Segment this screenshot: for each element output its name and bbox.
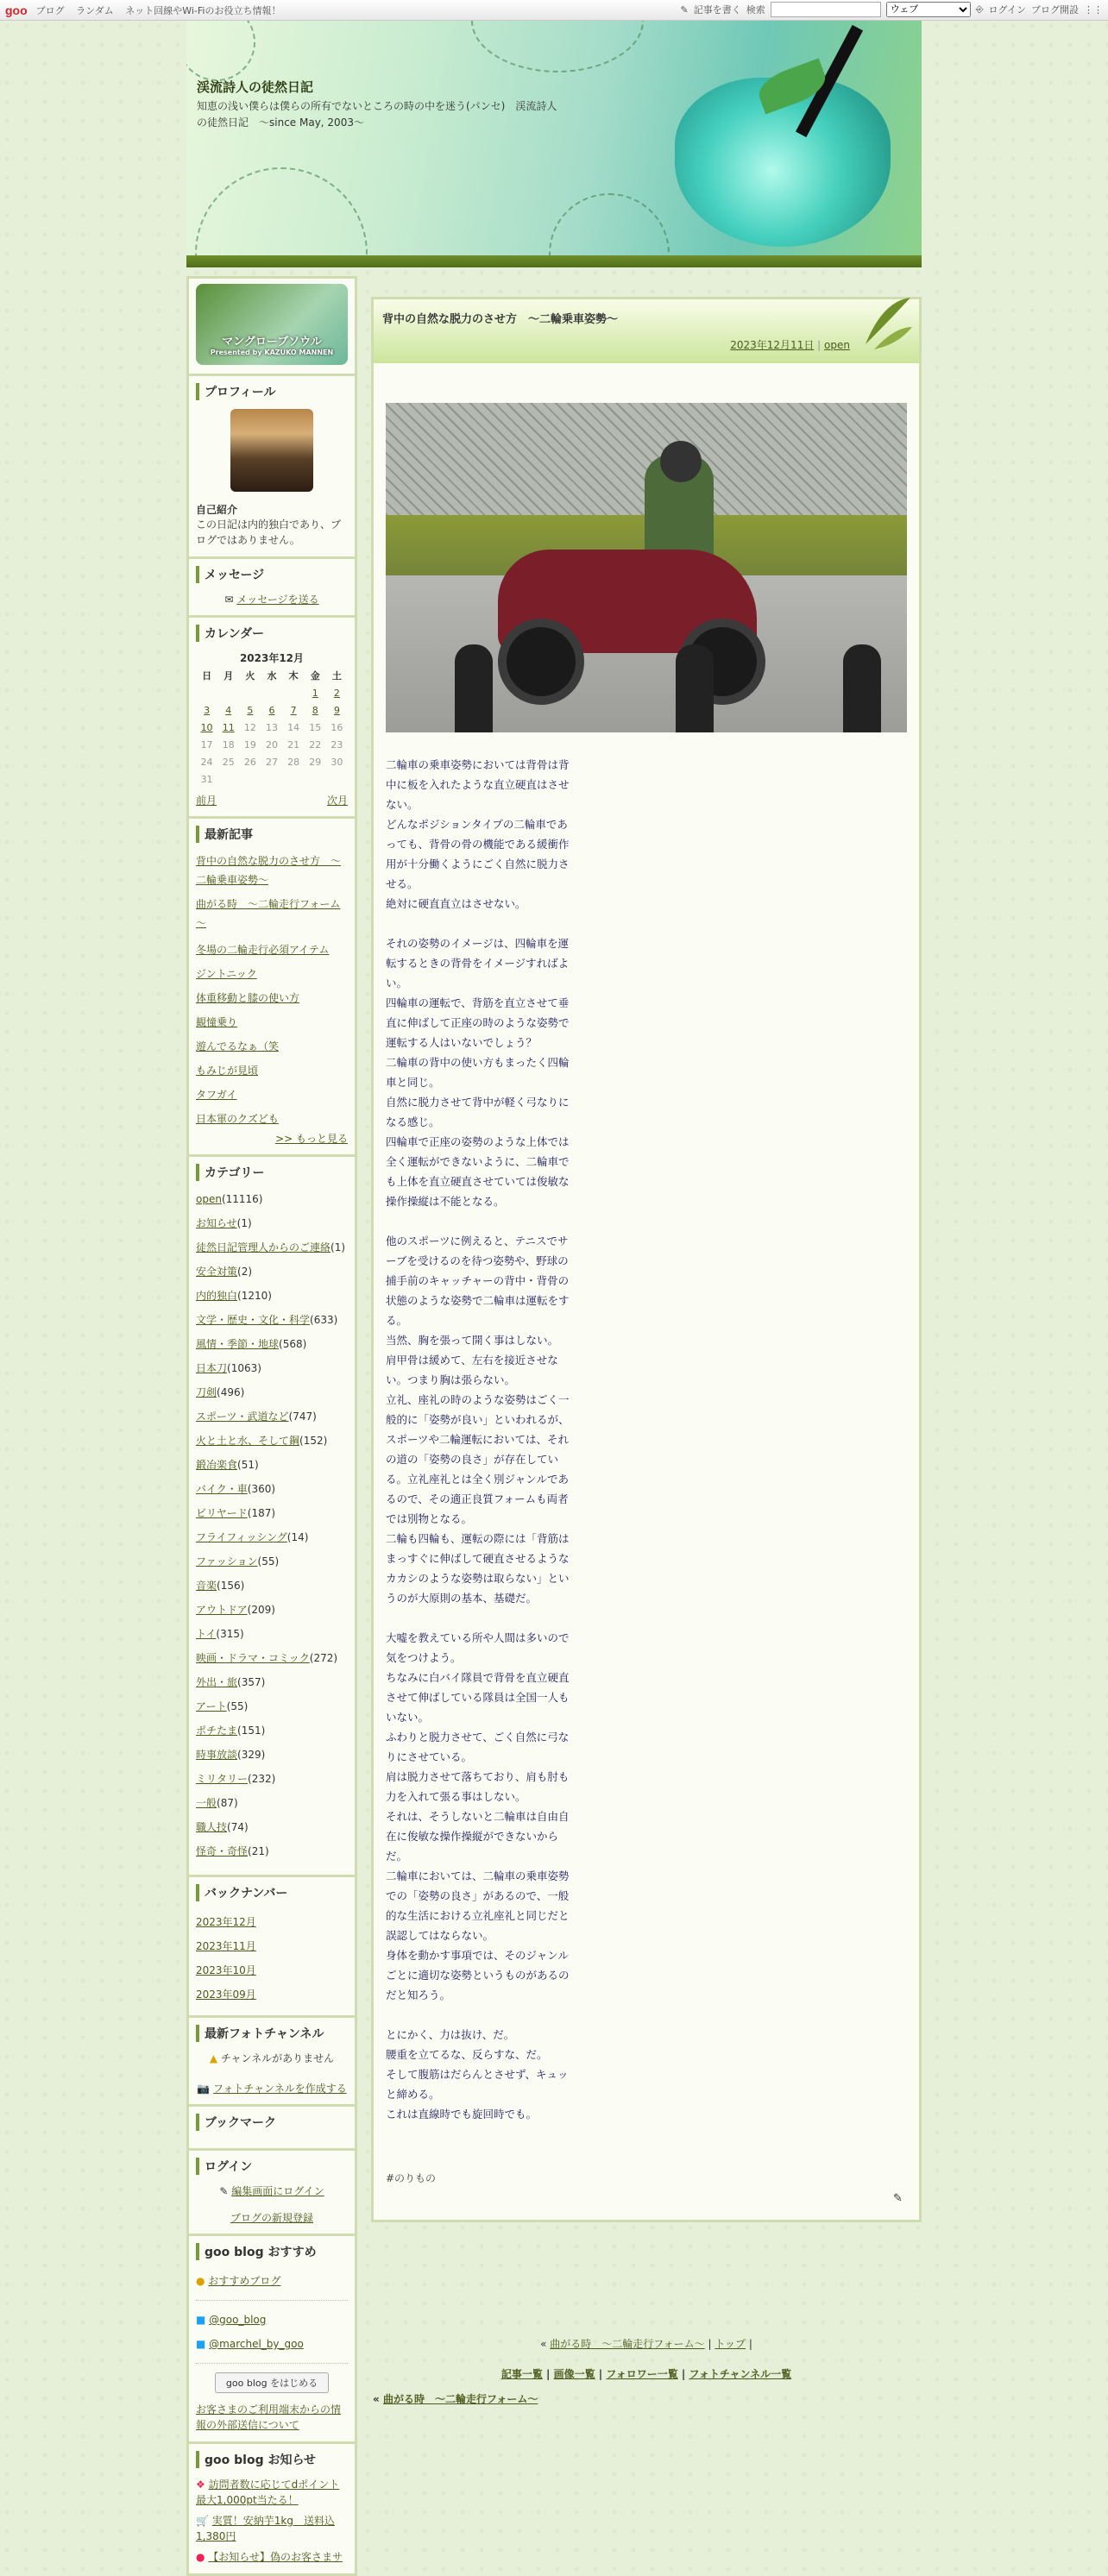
new-blog-link[interactable]: ブログの新規登録 <box>230 2212 313 2224</box>
pen-icon: ✎ <box>219 2185 232 2197</box>
mangrove-soul-banner[interactable] <box>196 284 348 365</box>
category-item <box>196 1407 348 1426</box>
blog-title[interactable]: 渓流詩人の徒然日記 <box>197 79 314 95</box>
notice-heading: goo blog お知らせ <box>196 2451 348 2468</box>
weekday: 月 <box>223 670 234 682</box>
category-item <box>196 1673 348 1692</box>
recent-post-link[interactable]: 観憧乗り <box>196 1016 238 1028</box>
category-item <box>196 1649 348 1668</box>
lace-decoration <box>186 21 255 81</box>
category-count: (747) <box>288 1411 317 1423</box>
self-intro-text: この日記は内的独白であり、ブログではありません。 <box>196 518 342 546</box>
recent-post-link[interactable]: 日本軍のクズども <box>196 1113 279 1125</box>
category-link[interactable]: 刀剣 <box>196 1386 217 1398</box>
entry-title: 背中の自然な脱力のさせ方 ～二輪乗車姿勢～ <box>382 313 619 326</box>
weekday: 水 <box>267 670 277 682</box>
recent-post-link[interactable]: 遊んでるなぁ（笑 <box>196 1040 280 1052</box>
calendar-day-link[interactable]: 3 <box>204 704 211 716</box>
calendar-day: 24 <box>200 756 213 768</box>
calendar-day: 25 <box>222 756 235 768</box>
category-item <box>196 1335 348 1354</box>
entry-navigation: « 曲がる時 ～二輪走行フォーム～ | トップ | 記事一覧 | 画像一覧 | フォロワー一覧 | フォトチャンネル一覧 <box>500 2338 792 2380</box>
photo-channel-list-link[interactable]: フォトチャンネル一覧 <box>689 2368 792 2380</box>
calendar-day: 30 <box>331 756 343 768</box>
entry-header <box>374 299 919 363</box>
category-item <box>196 1745 348 1764</box>
category-link[interactable]: ポチたま <box>196 1725 238 1737</box>
category-count: (315) <box>216 1628 244 1640</box>
category-count: (151) <box>237 1725 266 1737</box>
entry-body: 二輪車の乗車姿勢においては背骨は背中に板を入れたような直立硬直はさせない。 どんなポジションタイプの二輪車であっても、背骨の骨の機能である緩衝作用が十分働くようにごく自然に脱力させる。 絶対に硬直直立はさせない。 それの姿勢のイメージは、四輪車を運転するときの背骨をイメージすればよい。 四輪車の運転で、背筋を直立させて垂直に伸ばして正座の時のような姿勢で運転する人はいないでしょう？ 二輪車の背中の使い方もまったく四輪車と同じ。 自然に脱力させて背中が軽く弓なりになる感じ。 四輪車で正座の姿勢のような上体では全く運転ができないように、二輪車でも上体を直立硬直させていては俊敏な操作操縦は不能となる。 他のスポーツに例えると、テニスでサーブを受けるのを待つ姿勢や、野球の捕手前のキャッチャーの背中・背骨の状態のような姿勢で二輪車は運転をする。 当然、胸を張って開く事はしない。 肩甲骨は緩めて、左右を接近させない。つまり胸は張らない。 立礼、座礼の時のような姿勢はごく一般的に「姿勢が良い」といわれるが、スポーツや二輪運転においては、それの道の「姿勢の良さ」が存在している。立礼座礼とは全く別ジャンルであるので、その適正良質フォームも両者では別物となる。 二輪も四輪も、運転の際には「背筋はまっすぐに伸ばして硬直させるようなカカシのような姿勢は取らない」というのが大原則の基本、基礎だ。 大嘘を教えている所や人間は多いので気をつけよう。 ちなみに白バイ隊員で背骨を直立硬直させて伸ばしている隊員は全国一人もいない。 ふわりと脱力させて、ごく自然に弓なりにさせている。 肩は脱力させて落ちており、肩も肘も力を入れて張る事はしない。 それは、そうしないと二輪車は自由自在に俊敏な操作操縦ができないからだ。 二輪車においては、二輪車の乗車姿勢での「姿勢の良さ」があるので、一般的な生活における立礼座礼と同じだと誤認してはならない。 身体を動かす事項では、そのジャンルごとに適切な姿勢というものがあるのだと知ろう。 とにかく、力は抜け、だ。 腰重を立てるな、反らすな、だ。 そして腹筋はだらんとさせず、キュッと締める。 これは直線時でも旋回時でも。 <box>386 758 570 2120</box>
search-label: 検索 <box>746 4 765 16</box>
category-item <box>196 1842 348 1861</box>
category-count: (74) <box>227 1821 249 1833</box>
calendar-day <box>217 684 239 701</box>
calendar-day: 23 <box>331 738 343 751</box>
calendar-month: 2023年12月 <box>239 652 305 664</box>
weekday: 木 <box>288 670 299 682</box>
weekday: 日 <box>202 670 212 682</box>
top-bar <box>0 0 1108 21</box>
recent-post-link[interactable]: もみじが見頃 <box>196 1065 259 1077</box>
category-link[interactable]: 文学・歴史・文化・科学 <box>196 1314 311 1326</box>
category-count: (187) <box>247 1507 276 1519</box>
calendar-day-link[interactable]: 7 <box>290 704 297 716</box>
start-blog-link[interactable]: ブログ開設 <box>1031 4 1079 16</box>
calendar-day-link[interactable]: 9 <box>333 704 340 716</box>
entry-tag[interactable]: #のりもの <box>386 2172 437 2184</box>
recent-post-link[interactable]: タフガイ <box>196 1089 237 1101</box>
calendar-day-link[interactable]: 1 <box>312 687 318 699</box>
category-link[interactable]: open <box>196 1193 222 1205</box>
category-count: (329) <box>237 1749 266 1761</box>
external-send-info-link[interactable]: お客さまのご利用端末からの情報の外部送信について <box>196 2403 342 2431</box>
category-count: (55) <box>257 1555 280 1568</box>
leaf-decoration-icon <box>857 292 914 355</box>
banner-subtitle: Presented by KAZUKO MANNEN <box>210 349 334 356</box>
recent-posts-box <box>189 819 355 1157</box>
twitter-marchel-link[interactable]: @marchel_by_goo <box>209 2338 304 2350</box>
backnumber-link[interactable]: 2023年10月 <box>196 1964 256 1976</box>
gift-icon: ❖ <box>196 2479 209 2491</box>
bookmark-box <box>189 2107 355 2151</box>
category-link[interactable]: 怪奇・奇怪 <box>196 1845 249 1857</box>
notice-box <box>189 2444 355 2573</box>
calendar-day: 14 <box>287 721 300 733</box>
category-item <box>196 1721 348 1740</box>
twitter-goo-blog-link[interactable]: @goo_blog <box>209 2314 267 2326</box>
edit-pencil-icon[interactable]: ✎ <box>893 2192 903 2205</box>
category-item <box>196 1697 348 1716</box>
calendar-table <box>196 667 348 788</box>
category-item <box>196 1310 348 1329</box>
category-item <box>196 1359 348 1378</box>
recent-posts-heading: 最新記事 <box>196 826 348 843</box>
category-count: (272) <box>309 1652 338 1664</box>
calendar-day: 12 <box>243 721 256 733</box>
calendar-box <box>189 618 355 819</box>
category-count: (21) <box>248 1845 269 1857</box>
category-count: (11116) <box>221 1193 263 1205</box>
profile-image <box>230 409 313 492</box>
alert-icon: ● <box>196 2551 209 2563</box>
edit-login-link[interactable]: 編集画面にログイン <box>231 2185 324 2197</box>
calendar-week <box>196 770 348 788</box>
category-link[interactable]: スポーツ・武道など <box>196 1411 289 1423</box>
category-item <box>196 1286 348 1305</box>
lace-decoration <box>195 167 368 267</box>
calendar-day: 26 <box>243 756 256 768</box>
category-count: (156) <box>217 1580 245 1592</box>
category-item <box>196 1431 348 1450</box>
calendar-day: 31 <box>200 773 213 785</box>
category-link[interactable]: 一般 <box>196 1797 217 1809</box>
camera-icon: 📷 <box>197 2083 214 2095</box>
category-count: (87) <box>217 1797 238 1809</box>
entry-meta <box>730 337 850 352</box>
backnumber-link[interactable]: 2023年11月 <box>196 1940 256 1952</box>
bookmark-heading: ブックマーク <box>196 2114 348 2131</box>
calendar-prev-link[interactable]: 前月 <box>196 795 217 807</box>
login-heading: ログイン <box>196 2158 348 2175</box>
grid-menu-icon[interactable]: ⋮⋮ <box>1084 3 1103 16</box>
login-link[interactable]: ログイン <box>988 4 1026 16</box>
category-link[interactable]: アウトドア <box>196 1604 248 1616</box>
page-container <box>186 21 922 2563</box>
calendar-day: 28 <box>287 756 300 768</box>
notice-link[interactable]: 【お知らせ】偽のお客さまサ <box>208 2551 343 2563</box>
category-link[interactable]: 時事放談 <box>196 1749 238 1761</box>
login-icon: ⎆ <box>975 3 984 15</box>
category-count: (232) <box>248 1773 276 1785</box>
top-nav <box>36 3 290 17</box>
category-link[interactable]: 火と土と水、そして鋼 <box>196 1435 300 1447</box>
category-count: (568) <box>279 1338 307 1350</box>
category-count: (152) <box>299 1435 328 1447</box>
category-link[interactable]: 日本刀 <box>196 1362 228 1374</box>
entry-date-link[interactable]: 2023年12月11日 <box>730 339 815 351</box>
twitter-icon: ■ <box>196 2338 210 2350</box>
calendar-week <box>196 701 348 719</box>
calendar-next-link[interactable]: 次月 <box>326 795 348 807</box>
profile-heading: プロフィール <box>196 383 348 400</box>
category-link[interactable]: ビリヤード <box>196 1507 248 1519</box>
calendar-day-link[interactable]: 11 <box>222 721 235 733</box>
recommend-heading: goo blog おすすめ <box>196 2243 348 2260</box>
nav-random[interactable]: ランダム <box>76 4 114 16</box>
calendar-day: 18 <box>222 738 235 751</box>
message-heading: メッセージ <box>196 566 348 583</box>
calendar-day: 22 <box>309 738 322 751</box>
recent-post-link[interactable]: 冬場の二輪走行必須アイテム <box>196 944 330 956</box>
lace-decoration <box>471 21 644 72</box>
category-count: (51) <box>237 1459 259 1471</box>
calendar-day-link[interactable]: 4 <box>225 704 232 716</box>
category-link[interactable]: 外出・旅 <box>196 1676 238 1688</box>
category-link[interactable]: 風情・季節・地球 <box>196 1338 280 1350</box>
write-link[interactable]: 記事を書く <box>693 4 741 16</box>
header-bar <box>186 255 922 267</box>
category-item <box>196 1504 348 1523</box>
notice-link[interactable]: 実質！安納芋1kg 送料込1,380円 <box>196 2515 335 2542</box>
calendar-day: 21 <box>287 738 300 751</box>
category-link[interactable]: 徒然日記管理人からのご連絡 <box>196 1241 331 1253</box>
calendar-day-link[interactable]: 6 <box>268 704 275 716</box>
category-item <box>196 1262 348 1281</box>
calendar-day: 20 <box>265 738 278 751</box>
profile-box <box>189 376 355 559</box>
category-heading: カテゴリー <box>196 1164 348 1181</box>
follower-list-link[interactable]: フォロワー一覧 <box>606 2368 678 2380</box>
backnumber-link[interactable]: 2023年09月 <box>196 1989 256 2001</box>
create-photo-channel-link[interactable]: フォトチャンネルを作成する <box>213 2083 347 2095</box>
no-channel-text: チャンネルがありません <box>220 2052 335 2064</box>
calendar-day-link[interactable]: 5 <box>247 704 254 716</box>
category-count: (2) <box>237 1266 253 1278</box>
entry-photo-motorcycle[interactable] <box>386 403 907 732</box>
calendar-day <box>326 684 348 701</box>
weekday: 土 <box>331 670 342 682</box>
bollard <box>676 644 714 732</box>
category-link[interactable]: 職人技 <box>196 1821 228 1833</box>
weekday: 金 <box>310 670 320 682</box>
category-count: (633) <box>310 1314 338 1326</box>
photo-channel-box <box>189 2018 355 2107</box>
calendar-weekdays <box>196 667 348 684</box>
category-item <box>196 1190 348 1209</box>
calendar-day <box>261 684 282 701</box>
category-item <box>196 1480 348 1498</box>
category-link[interactable]: ファッション <box>196 1555 258 1568</box>
category-item <box>196 1214 348 1233</box>
category-link[interactable]: アート <box>196 1700 227 1712</box>
front-wheel <box>498 619 584 705</box>
category-link[interactable]: 安全対策 <box>196 1266 238 1278</box>
calendar-week <box>196 736 348 753</box>
bottom-prev-nav: « 曲がる時 ～二輪走行フォーム～ <box>373 2393 538 2405</box>
recent-post-link[interactable]: 背中の自然な脱力のさせ方 ～二輪乗車姿勢～ <box>196 855 342 886</box>
category-item <box>196 1624 348 1643</box>
prev-entry-link[interactable]: 曲がる時 ～二輪走行フォーム～ <box>550 2338 705 2350</box>
category-count: (1) <box>331 1241 346 1253</box>
notice-link[interactable]: 訪問者数に応じてdポイント最大1,000pt当たる！ <box>196 2479 340 2506</box>
calendar-day <box>196 684 217 701</box>
calendar-day <box>283 684 305 701</box>
category-item <box>196 1576 348 1595</box>
search-input[interactable] <box>771 2 881 17</box>
calendar-day: 15 <box>309 721 322 733</box>
category-item <box>196 1818 348 1837</box>
category-link[interactable]: ミリタリー <box>196 1773 249 1785</box>
warning-icon: ▲ <box>209 2052 221 2064</box>
category-box <box>189 1157 355 1877</box>
category-link[interactable]: 映画・ドラマ・コミック <box>196 1652 310 1664</box>
photo-channel-heading: 最新フォトチャンネル <box>196 2025 348 2042</box>
twitter-icon: ■ <box>196 2314 210 2326</box>
image-list-link[interactable]: 画像一覧 <box>553 2368 595 2380</box>
sidebar <box>186 276 357 2576</box>
banner-box <box>189 279 355 376</box>
category-link[interactable]: バイク・車 <box>196 1483 248 1495</box>
category-count: (496) <box>217 1386 245 1398</box>
bulb-icon: ● <box>196 2275 209 2287</box>
entry-list-link[interactable]: 記事一覧 <box>500 2368 543 2380</box>
bollard <box>455 644 493 732</box>
login-box <box>189 2151 355 2236</box>
calendar-day <box>239 684 261 701</box>
calendar-week <box>196 719 348 736</box>
start-goo-blog-button[interactable]: goo blog をはじめる <box>215 2372 329 2393</box>
category-item <box>196 1238 348 1257</box>
helmet-figure <box>660 441 702 482</box>
calendar-day-link[interactable]: 8 <box>312 704 318 716</box>
recommend-box <box>189 2236 355 2444</box>
category-item <box>196 1552 348 1571</box>
calendar-day: 19 <box>243 738 256 751</box>
category-link[interactable]: 音楽 <box>196 1580 217 1592</box>
calendar-day: 16 <box>331 721 343 733</box>
category-count: (1063) <box>227 1362 261 1374</box>
main-content <box>371 297 922 2222</box>
blog-header <box>186 21 922 267</box>
goo-logo[interactable]: goo <box>5 3 28 17</box>
category-link[interactable]: トイ <box>196 1628 217 1640</box>
backnumber-link[interactable]: 2023年12月 <box>196 1916 256 1928</box>
calendar-day <box>305 684 326 701</box>
category-link[interactable]: 内的独白 <box>196 1290 238 1302</box>
calendar-week <box>196 753 348 770</box>
top-link[interactable]: トップ <box>715 2338 746 2350</box>
pencil-icon: ✎ <box>680 3 689 16</box>
bottom-prev-entry-link[interactable]: 曲がる時 ～二輪走行フォーム～ <box>382 2393 538 2405</box>
category-count: (14) <box>286 1531 309 1543</box>
search-scope-select[interactable] <box>886 2 971 17</box>
calendar-day: 13 <box>265 721 278 733</box>
category-count: (209) <box>247 1604 275 1616</box>
top-right <box>681 2 1103 17</box>
backnumber-box <box>189 1877 355 2018</box>
calendar-day-link[interactable]: 2 <box>333 687 340 699</box>
category-item <box>196 1769 348 1788</box>
category-count: (55) <box>226 1700 249 1712</box>
category-count: (360) <box>247 1483 276 1495</box>
banner-title: マングローブソウル <box>222 336 322 349</box>
category-count: (1210) <box>237 1290 272 1302</box>
category-link[interactable]: お知らせ <box>196 1217 237 1229</box>
calendar-day: 27 <box>265 756 278 768</box>
cart-icon: 🛒 <box>196 2515 212 2527</box>
category-count: (1) <box>236 1217 252 1229</box>
message-box <box>189 559 355 618</box>
nav-blog[interactable]: ブログ <box>35 4 65 16</box>
envelope-icon: ✉ <box>224 594 237 606</box>
category-item <box>196 1600 348 1619</box>
recent-post-link[interactable]: 曲がる時 ～二輪走行フォーム～ <box>196 898 341 929</box>
category-item <box>196 1383 348 1402</box>
blog-description: 知恵の浅い僕らは僕らの所有でないところの時の中を迷う(パンセ) 渓流詩人の徒然日記 ～since May, 2003～ <box>197 100 557 129</box>
calendar-week <box>196 684 348 701</box>
backnumber-heading: バックナンバー <box>196 1884 348 1901</box>
nav-info[interactable]: ネット回線やWi-Fiのお役立ち情報！ <box>125 4 281 16</box>
category-count: (357) <box>237 1676 266 1688</box>
category-link[interactable]: 鍛冶楽食 <box>196 1459 238 1471</box>
category-item <box>196 1455 348 1474</box>
calendar-heading: カレンダー <box>196 625 348 642</box>
calendar-day: 17 <box>200 738 213 751</box>
self-intro-label: 自己紹介 <box>196 504 238 516</box>
meta-separator: | <box>817 339 822 351</box>
category-item <box>196 1794 348 1813</box>
recent-post-link[interactable]: ジントニック <box>196 968 257 980</box>
entry-category-link[interactable]: open <box>824 339 850 351</box>
category-item <box>196 1528 348 1547</box>
more-posts-link[interactable]: >> もっと見る <box>275 1133 348 1145</box>
category-link[interactable]: フライフィッシング <box>196 1531 287 1543</box>
recent-post-link[interactable]: 体重移動と膝の使い方 <box>196 992 300 1004</box>
calendar-day: 29 <box>309 756 322 768</box>
calendar-day-link[interactable]: 10 <box>200 721 213 733</box>
weekday: 火 <box>245 670 255 682</box>
bollard <box>843 644 881 732</box>
send-message-link[interactable]: メッセージを送る <box>236 594 319 606</box>
recommend-blog-link[interactable]: おすすめブログ <box>208 2275 281 2287</box>
